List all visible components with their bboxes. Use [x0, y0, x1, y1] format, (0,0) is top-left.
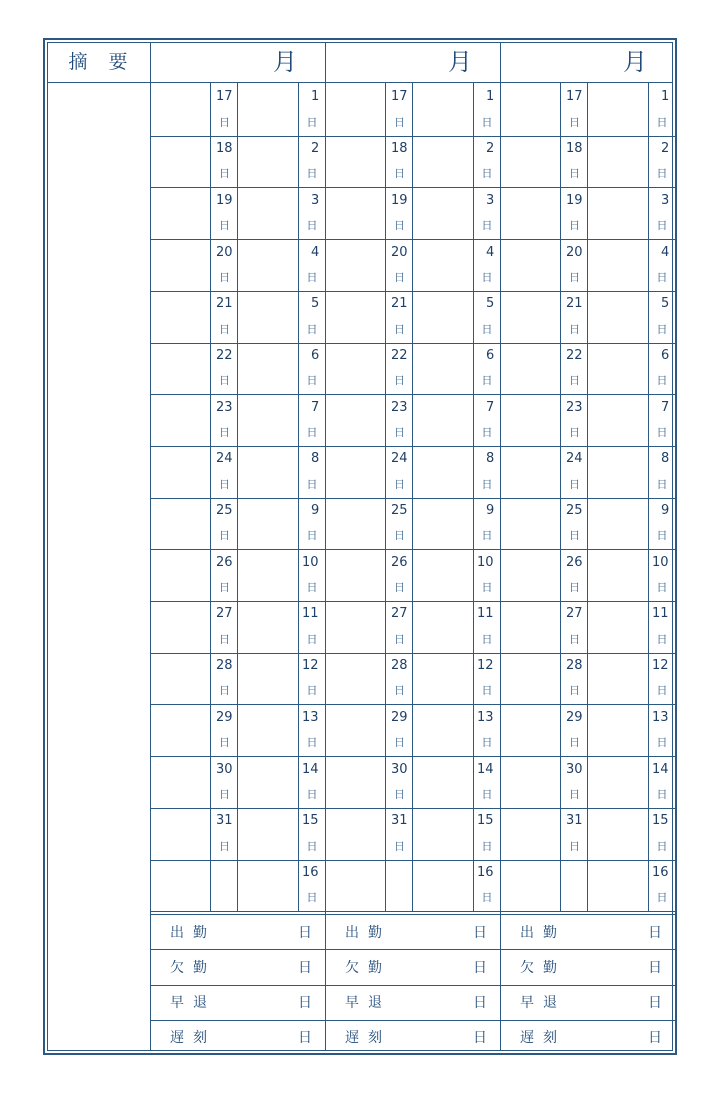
day-unit: 日: [481, 115, 493, 129]
day-unit: 日: [481, 736, 493, 750]
day-number: 4: [311, 244, 320, 260]
outer-border-top: [43, 38, 677, 40]
day-number: 23: [391, 399, 408, 415]
day-row-line: [150, 653, 325, 654]
day-unit: 日: [656, 322, 668, 336]
summary-row-label: 出勤: [170, 924, 216, 941]
day-row-line: [500, 136, 675, 137]
day-number: 14: [477, 761, 494, 777]
day-row-line: [325, 446, 500, 447]
day-unit: 日: [306, 115, 318, 129]
day-number: 30: [566, 761, 583, 777]
day-number: 17: [566, 89, 583, 105]
summary-row-unit: 日: [298, 995, 312, 1012]
day-row-line: [150, 343, 325, 344]
day-row-line: [325, 343, 500, 344]
day-unit: 日: [569, 374, 580, 388]
day-number: 5: [661, 296, 670, 312]
day-number: 6: [661, 347, 670, 363]
day-row-line: [150, 808, 325, 809]
day-number: 19: [391, 192, 408, 208]
day-number: 1: [661, 89, 670, 105]
day-number: 30: [216, 761, 233, 777]
outer-border-left: [43, 38, 45, 1055]
day-unit: 日: [394, 477, 405, 491]
footer-divider: [325, 914, 500, 915]
day-unit: 日: [656, 632, 668, 646]
outer-border-bottom: [43, 1053, 677, 1055]
day-unit: 日: [219, 374, 230, 388]
day-row-line: [325, 860, 500, 861]
day-number: 8: [486, 451, 495, 467]
day-row-line: [150, 601, 325, 602]
summary-row-label: 早退: [170, 995, 216, 1012]
day-unit: 日: [656, 891, 668, 905]
summary-row-unit: 日: [648, 1030, 662, 1047]
day-row-line: [150, 860, 325, 861]
summary-row-line: [500, 949, 675, 950]
day-unit: 日: [306, 374, 318, 388]
footer-divider: [150, 914, 325, 915]
summary-row-line: [500, 1020, 675, 1021]
day-number: 28: [391, 658, 408, 674]
summary-row-label: 欠勤: [170, 960, 216, 976]
day-unit: 日: [569, 115, 580, 129]
day-number: 16: [302, 864, 319, 880]
summary-row-unit: 日: [298, 960, 312, 976]
day-unit: 日: [394, 736, 405, 750]
day-number: 7: [661, 399, 670, 415]
day-number: 16: [652, 864, 669, 880]
day-row-line: [150, 239, 325, 240]
day-unit: 日: [569, 477, 580, 491]
summary-row-unit: 日: [298, 1030, 312, 1047]
day-unit: 日: [569, 632, 580, 646]
day-number: 15: [477, 813, 494, 829]
day-unit: 日: [394, 322, 405, 336]
summary-row-line: [325, 985, 500, 986]
day-unit: 日: [481, 167, 493, 181]
summary-row-line: [325, 1020, 500, 1021]
day-unit: 日: [481, 839, 493, 853]
day-unit: 日: [306, 736, 318, 750]
day-unit: 日: [656, 839, 668, 853]
day-number: 3: [311, 192, 320, 208]
day-row-line: [500, 653, 675, 654]
day-unit: 日: [481, 425, 493, 439]
day-number: 11: [302, 606, 319, 622]
day-unit: 日: [394, 684, 405, 698]
day-column-line: [587, 82, 588, 911]
day-number: 27: [391, 606, 408, 622]
day-column-line: [237, 82, 238, 911]
summary-header: 摘 要: [68, 50, 129, 73]
day-unit: 日: [656, 425, 668, 439]
day-unit: 日: [219, 787, 230, 801]
day-row-line: [150, 446, 325, 447]
day-row-line: [325, 808, 500, 809]
day-unit: 日: [569, 270, 580, 284]
day-number: 2: [661, 141, 670, 157]
day-column-line: [412, 82, 413, 911]
day-number: 2: [486, 141, 495, 157]
day-unit: 日: [306, 891, 318, 905]
day-number: 29: [391, 709, 408, 725]
day-row-line: [150, 549, 325, 550]
day-number: 13: [652, 709, 669, 725]
day-unit: 日: [656, 529, 668, 543]
day-unit: 日: [481, 632, 493, 646]
summary-row-line: [150, 985, 325, 986]
day-unit: 日: [306, 684, 318, 698]
summary-row-unit: 日: [473, 995, 487, 1012]
day-number: 13: [477, 709, 494, 725]
day-unit: 日: [306, 477, 318, 491]
day-column-line: [473, 82, 474, 911]
day-number: 31: [216, 813, 233, 829]
day-number: 1: [486, 89, 495, 105]
day-unit: 日: [481, 270, 493, 284]
day-unit: 日: [481, 477, 493, 491]
day-unit: 日: [306, 581, 318, 595]
day-unit: 日: [219, 219, 230, 233]
day-unit: 日: [394, 839, 405, 853]
day-number: 15: [302, 813, 319, 829]
day-unit: 日: [394, 167, 405, 181]
day-unit: 日: [656, 115, 668, 129]
day-column-line: [210, 82, 211, 911]
day-unit: 日: [219, 270, 230, 284]
day-number: 7: [311, 399, 320, 415]
day-number: 20: [216, 244, 233, 260]
day-row-line: [325, 394, 500, 395]
summary-row-unit: 日: [648, 995, 662, 1012]
summary-row-label: 欠勤: [520, 960, 566, 976]
day-unit: 日: [656, 167, 668, 181]
day-number: 18: [216, 141, 233, 157]
day-unit: 日: [306, 839, 318, 853]
day-number: 3: [486, 192, 495, 208]
outer-border-right: [675, 38, 677, 1055]
day-number: 23: [216, 399, 233, 415]
day-unit: 日: [481, 219, 493, 233]
day-unit: 日: [569, 684, 580, 698]
summary-row-label: 欠勤: [345, 960, 391, 976]
day-unit: 日: [656, 270, 668, 284]
day-row-line: [500, 239, 675, 240]
day-number: 1: [311, 89, 320, 105]
day-number: 22: [566, 347, 583, 363]
day-unit: 日: [306, 425, 318, 439]
day-number: 19: [566, 192, 583, 208]
summary-row-unit: 日: [298, 924, 312, 941]
day-row-line: [500, 756, 675, 757]
footer-divider: [500, 911, 675, 912]
day-unit: 日: [306, 529, 318, 543]
day-number: 30: [391, 761, 408, 777]
day-unit: 日: [569, 529, 580, 543]
summary-row-unit: 日: [648, 924, 662, 941]
footer-divider: [500, 914, 675, 915]
day-unit: 日: [306, 219, 318, 233]
day-row-line: [500, 187, 675, 188]
day-number: 17: [391, 89, 408, 105]
day-number: 21: [216, 296, 233, 312]
day-unit: 日: [481, 529, 493, 543]
month-block-divider: [500, 42, 501, 1051]
day-unit: 日: [219, 632, 230, 646]
day-row-line: [325, 239, 500, 240]
day-unit: 日: [569, 839, 580, 853]
day-number: 27: [566, 606, 583, 622]
day-number: 29: [216, 709, 233, 725]
day-number: 13: [302, 709, 319, 725]
month-block-divider: [325, 42, 326, 1051]
summary-row-label: 早退: [520, 995, 566, 1012]
day-number: 10: [652, 554, 669, 570]
day-unit: 日: [481, 322, 493, 336]
day-number: 29: [566, 709, 583, 725]
day-row-line: [500, 291, 675, 292]
day-row-line: [500, 704, 675, 705]
day-unit: 日: [394, 115, 405, 129]
day-row-line: [150, 291, 325, 292]
day-number: 24: [391, 451, 408, 467]
inner-border-bottom: [47, 1050, 673, 1051]
day-column-line: [298, 82, 299, 911]
day-number: 20: [566, 244, 583, 260]
day-number: 25: [216, 503, 233, 519]
day-unit: 日: [306, 632, 318, 646]
day-number: 17: [216, 89, 233, 105]
day-number: 27: [216, 606, 233, 622]
day-unit: 日: [481, 374, 493, 388]
day-row-line: [325, 187, 500, 188]
day-unit: 日: [656, 374, 668, 388]
day-unit: 日: [219, 529, 230, 543]
header-divider: [47, 82, 673, 83]
day-unit: 日: [394, 425, 405, 439]
summary-row-line: [150, 949, 325, 950]
day-unit: 日: [656, 736, 668, 750]
day-number: 12: [652, 658, 669, 674]
day-unit: 日: [219, 736, 230, 750]
day-number: 21: [391, 296, 408, 312]
day-row-line: [150, 704, 325, 705]
day-number: 18: [566, 141, 583, 157]
day-unit: 日: [569, 322, 580, 336]
day-row-line: [325, 291, 500, 292]
summary-row-label: 早退: [345, 995, 391, 1012]
day-number: 8: [311, 451, 320, 467]
day-row-line: [325, 549, 500, 550]
day-unit: 日: [569, 219, 580, 233]
day-number: 10: [302, 554, 319, 570]
day-number: 28: [566, 658, 583, 674]
day-row-line: [150, 498, 325, 499]
day-number: 24: [216, 451, 233, 467]
day-unit: 日: [569, 736, 580, 750]
day-column-line: [560, 82, 561, 911]
day-unit: 日: [306, 167, 318, 181]
day-unit: 日: [306, 322, 318, 336]
summary-row-label: 出勤: [520, 924, 566, 941]
day-unit: 日: [394, 581, 405, 595]
day-row-line: [500, 860, 675, 861]
day-row-line: [325, 498, 500, 499]
day-unit: 日: [219, 839, 230, 853]
day-number: 8: [661, 451, 670, 467]
day-unit: 日: [481, 891, 493, 905]
day-column-line: [648, 82, 649, 911]
day-number: 22: [216, 347, 233, 363]
day-unit: 日: [481, 684, 493, 698]
day-number: 9: [486, 503, 495, 519]
day-number: 26: [391, 554, 408, 570]
inner-border-right: [672, 42, 673, 1051]
day-number: 10: [477, 554, 494, 570]
day-number: 31: [566, 813, 583, 829]
summary-row-unit: 日: [648, 960, 662, 976]
day-number: 25: [391, 503, 408, 519]
summary-row-label: 遅刻: [520, 1030, 566, 1047]
day-unit: 日: [569, 425, 580, 439]
day-number: 9: [311, 503, 320, 519]
day-number: 4: [661, 244, 670, 260]
day-number: 2: [311, 141, 320, 157]
day-row-line: [500, 343, 675, 344]
day-number: 9: [661, 503, 670, 519]
day-number: 19: [216, 192, 233, 208]
day-unit: 日: [306, 787, 318, 801]
day-row-line: [150, 394, 325, 395]
day-unit: 日: [394, 270, 405, 284]
day-row-line: [325, 136, 500, 137]
day-number: 12: [302, 658, 319, 674]
summary-row-line: [325, 949, 500, 950]
day-number: 6: [311, 347, 320, 363]
day-row-line: [500, 394, 675, 395]
day-unit: 日: [219, 322, 230, 336]
summary-row-line: [500, 985, 675, 986]
day-unit: 日: [394, 632, 405, 646]
day-number: 26: [216, 554, 233, 570]
month-header-3: 月: [623, 48, 647, 76]
day-row-line: [500, 446, 675, 447]
day-unit: 日: [656, 787, 668, 801]
day-row-line: [325, 653, 500, 654]
day-unit: 日: [394, 374, 405, 388]
day-row-line: [325, 704, 500, 705]
day-number: 12: [477, 658, 494, 674]
footer-divider: [150, 911, 325, 912]
day-number: 5: [486, 296, 495, 312]
day-row-line: [500, 498, 675, 499]
summary-row-label: 遅刻: [170, 1030, 216, 1047]
month-header-2: 月: [448, 48, 472, 76]
day-unit: 日: [569, 581, 580, 595]
day-unit: 日: [656, 684, 668, 698]
day-unit: 日: [219, 115, 230, 129]
day-unit: 日: [394, 787, 405, 801]
summary-row-unit: 日: [473, 1030, 487, 1047]
day-unit: 日: [481, 581, 493, 595]
day-row-line: [500, 549, 675, 550]
inner-border-left: [47, 42, 48, 1051]
day-unit: 日: [394, 529, 405, 543]
day-row-line: [150, 136, 325, 137]
day-number: 26: [566, 554, 583, 570]
day-row-line: [500, 601, 675, 602]
day-number: 24: [566, 451, 583, 467]
day-number: 5: [311, 296, 320, 312]
day-unit: 日: [656, 581, 668, 595]
day-unit: 日: [219, 581, 230, 595]
day-unit: 日: [306, 270, 318, 284]
day-unit: 日: [481, 787, 493, 801]
day-unit: 日: [219, 477, 230, 491]
inner-border-top: [47, 42, 673, 43]
summary-row-unit: 日: [473, 960, 487, 976]
day-column-line: [385, 82, 386, 911]
day-row-line: [325, 756, 500, 757]
day-unit: 日: [219, 684, 230, 698]
day-number: 4: [486, 244, 495, 260]
day-number: 22: [391, 347, 408, 363]
day-number: 20: [391, 244, 408, 260]
day-unit: 日: [394, 219, 405, 233]
day-number: 21: [566, 296, 583, 312]
day-row-line: [500, 808, 675, 809]
summary-row-line: [150, 1020, 325, 1021]
day-number: 23: [566, 399, 583, 415]
day-unit: 日: [569, 787, 580, 801]
day-unit: 日: [219, 167, 230, 181]
day-number: 6: [486, 347, 495, 363]
day-number: 18: [391, 141, 408, 157]
day-number: 16: [477, 864, 494, 880]
day-number: 31: [391, 813, 408, 829]
summary-row-unit: 日: [473, 924, 487, 941]
day-number: 28: [216, 658, 233, 674]
day-number: 25: [566, 503, 583, 519]
day-unit: 日: [656, 219, 668, 233]
summary-column-divider: [150, 42, 151, 1051]
day-row-line: [325, 601, 500, 602]
summary-row-label: 遅刻: [345, 1030, 391, 1047]
day-unit: 日: [569, 167, 580, 181]
footer-divider: [325, 911, 500, 912]
month-header-1: 月: [273, 48, 297, 76]
day-unit: 日: [219, 425, 230, 439]
day-number: 14: [302, 761, 319, 777]
day-unit: 日: [656, 477, 668, 491]
day-number: 14: [652, 761, 669, 777]
day-number: 15: [652, 813, 669, 829]
day-number: 11: [477, 606, 494, 622]
day-row-line: [150, 187, 325, 188]
day-row-line: [150, 756, 325, 757]
summary-row-label: 出勤: [345, 924, 391, 941]
day-number: 7: [486, 399, 495, 415]
day-number: 3: [661, 192, 670, 208]
day-number: 11: [652, 606, 669, 622]
